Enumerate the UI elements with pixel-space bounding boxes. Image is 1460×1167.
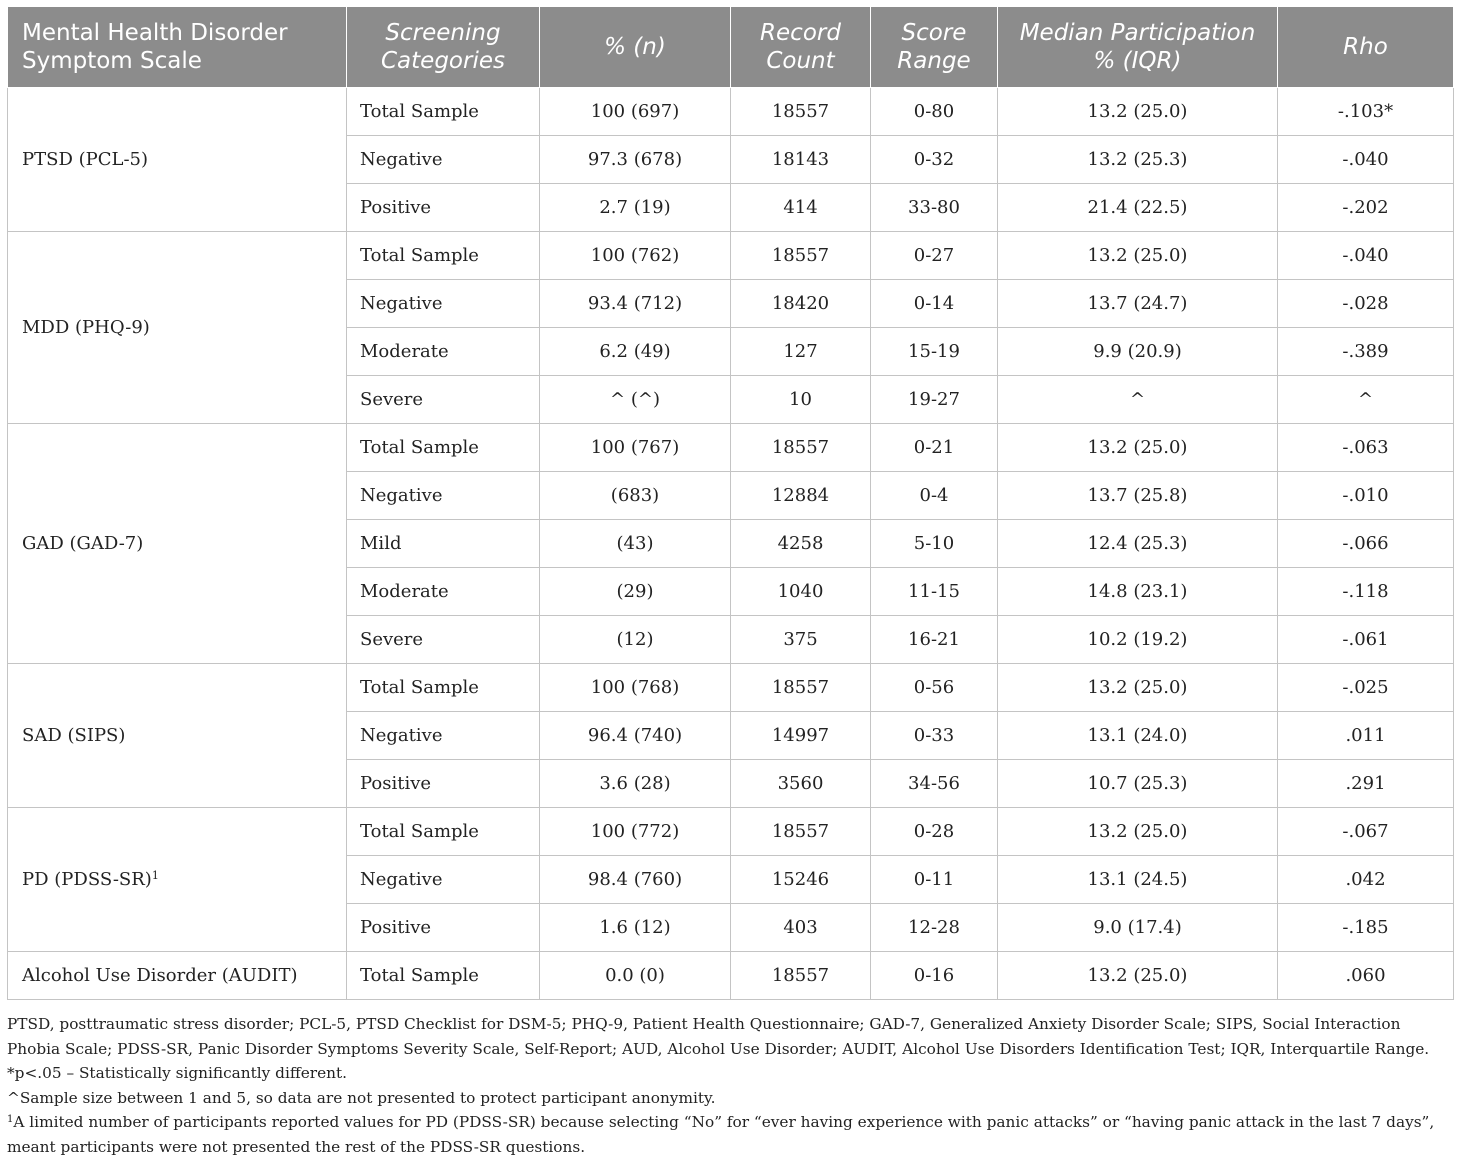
cell-median-participation: 13.2 (25.0) bbox=[998, 664, 1278, 712]
cell-percent-n: 2.7 (19) bbox=[540, 184, 731, 232]
disorder-scale-label: SAD (SIPS) bbox=[22, 725, 126, 746]
cell-median-participation: ^ bbox=[998, 376, 1278, 424]
cell-percent-n: 1.6 (12) bbox=[540, 904, 731, 952]
header-screening-categories: Screening Categories bbox=[347, 7, 540, 88]
cell-screening-category: Negative bbox=[347, 472, 540, 520]
cell-disorder-scale bbox=[8, 232, 347, 424]
cell-rho: -.061 bbox=[1278, 616, 1454, 664]
cell-score-range: 0-16 bbox=[871, 952, 998, 1000]
cell-median-participation: 10.7 (25.3) bbox=[998, 760, 1278, 808]
cell-rho: -.389 bbox=[1278, 328, 1454, 376]
table-body bbox=[8, 88, 1454, 1000]
cell-percent-n: 0.0 (0) bbox=[540, 952, 731, 1000]
cell-percent-n: 6.2 (49) bbox=[540, 328, 731, 376]
cell-rho: -.185 bbox=[1278, 904, 1454, 952]
cell-screening-category: Total Sample bbox=[347, 232, 540, 280]
table-footnotes bbox=[7, 1012, 1453, 1159]
cell-score-range: 0-28 bbox=[871, 808, 998, 856]
cell-screening-category: Positive bbox=[347, 184, 540, 232]
cell-percent-n: 98.4 (760) bbox=[540, 856, 731, 904]
cell-score-range: 34-56 bbox=[871, 760, 998, 808]
disorder-scale-label: PD (PDSS-SR) bbox=[22, 869, 152, 890]
disorder-scale-label: Alcohol Use Disorder (AUDIT) bbox=[22, 965, 298, 986]
cell-rho: ^ bbox=[1278, 376, 1454, 424]
cell-disorder-scale bbox=[8, 952, 347, 1000]
cell-record-count: 4258 bbox=[731, 520, 871, 568]
cell-record-count: 10 bbox=[731, 376, 871, 424]
header-score-range: Score Range bbox=[871, 7, 998, 88]
cell-disorder-scale bbox=[8, 424, 347, 664]
footnote-pd bbox=[7, 1110, 1453, 1159]
cell-rho: -.028 bbox=[1278, 280, 1454, 328]
cell-record-count: 375 bbox=[731, 616, 871, 664]
cell-disorder-scale bbox=[8, 664, 347, 808]
cell-record-count: 1040 bbox=[731, 568, 871, 616]
cell-rho: -.103* bbox=[1278, 88, 1454, 136]
cell-score-range: 0-32 bbox=[871, 136, 998, 184]
cell-rho: -.067 bbox=[1278, 808, 1454, 856]
cell-screening-category: Total Sample bbox=[347, 424, 540, 472]
cell-median-participation: 13.2 (25.0) bbox=[998, 232, 1278, 280]
cell-screening-category: Positive bbox=[347, 760, 540, 808]
header-median-participation: Median Participation % (IQR) bbox=[998, 7, 1278, 88]
cell-score-range: 0-80 bbox=[871, 88, 998, 136]
cell-screening-category: Total Sample bbox=[347, 952, 540, 1000]
table-row bbox=[8, 88, 1454, 136]
cell-rho: .042 bbox=[1278, 856, 1454, 904]
header-rho: Rho bbox=[1278, 7, 1454, 88]
disorder-scale-label: GAD (GAD-7) bbox=[22, 533, 144, 554]
cell-rho: .291 bbox=[1278, 760, 1454, 808]
cell-percent-n: 96.4 (740) bbox=[540, 712, 731, 760]
cell-median-participation: 9.0 (17.4) bbox=[998, 904, 1278, 952]
cell-record-count: 18420 bbox=[731, 280, 871, 328]
cell-record-count: 12884 bbox=[731, 472, 871, 520]
cell-median-participation: 13.2 (25.0) bbox=[998, 88, 1278, 136]
cell-median-participation: 13.1 (24.5) bbox=[998, 856, 1278, 904]
cell-rho: -.063 bbox=[1278, 424, 1454, 472]
cell-record-count: 18143 bbox=[731, 136, 871, 184]
footnote-pd-marker: 1 bbox=[7, 1114, 14, 1125]
cell-median-participation: 9.9 (20.9) bbox=[998, 328, 1278, 376]
cell-screening-category: Severe bbox=[347, 376, 540, 424]
disorder-scale-label: MDD (PHQ-9) bbox=[22, 317, 150, 338]
cell-score-range: 0-11 bbox=[871, 856, 998, 904]
cell-median-participation: 13.2 (25.0) bbox=[998, 424, 1278, 472]
cell-median-participation: 10.2 (19.2) bbox=[998, 616, 1278, 664]
cell-rho: -.040 bbox=[1278, 136, 1454, 184]
table-row bbox=[8, 952, 1454, 1000]
cell-record-count: 3560 bbox=[731, 760, 871, 808]
cell-record-count: 403 bbox=[731, 904, 871, 952]
cell-percent-n: (683) bbox=[540, 472, 731, 520]
cell-record-count: 127 bbox=[731, 328, 871, 376]
header-symptom-scale: Mental Health Disorder Symptom Scale bbox=[8, 7, 347, 88]
cell-screening-category: Moderate bbox=[347, 568, 540, 616]
cell-median-participation: 13.2 (25.3) bbox=[998, 136, 1278, 184]
cell-median-participation: 13.7 (25.8) bbox=[998, 472, 1278, 520]
cell-rho: -.010 bbox=[1278, 472, 1454, 520]
cell-percent-n: (12) bbox=[540, 616, 731, 664]
cell-screening-category: Severe bbox=[347, 616, 540, 664]
cell-screening-category: Mild bbox=[347, 520, 540, 568]
cell-percent-n: (29) bbox=[540, 568, 731, 616]
cell-screening-category: Total Sample bbox=[347, 808, 540, 856]
footnote-significance: *p<.05 – Statistically significantly different. bbox=[7, 1064, 348, 1082]
cell-percent-n: 100 (697) bbox=[540, 88, 731, 136]
cell-score-range: 0-33 bbox=[871, 712, 998, 760]
cell-percent-n: ^ (^) bbox=[540, 376, 731, 424]
cell-rho: -.118 bbox=[1278, 568, 1454, 616]
cell-record-count: 18557 bbox=[731, 808, 871, 856]
cell-record-count: 15246 bbox=[731, 856, 871, 904]
cell-screening-category: Total Sample bbox=[347, 88, 540, 136]
cell-score-range: 16-21 bbox=[871, 616, 998, 664]
footnote-pd-text: A limited number of participants reported values for PD (PDSS-SR) because selecting “No” for “ever having experience with panic attacks” or “having panic attack in the last 7 days”, meant participants were not presented the rest of the PDSS-SR questions. bbox=[7, 1113, 1435, 1156]
cell-percent-n: (43) bbox=[540, 520, 731, 568]
cell-score-range: 0-14 bbox=[871, 280, 998, 328]
cell-record-count: 18557 bbox=[731, 664, 871, 712]
cell-record-count: 18557 bbox=[731, 952, 871, 1000]
cell-median-participation: 13.2 (25.0) bbox=[998, 952, 1278, 1000]
cell-score-range: 0-21 bbox=[871, 424, 998, 472]
cell-rho: -.025 bbox=[1278, 664, 1454, 712]
cell-rho: .060 bbox=[1278, 952, 1454, 1000]
cell-record-count: 414 bbox=[731, 184, 871, 232]
cell-screening-category: Moderate bbox=[347, 328, 540, 376]
cell-rho: -.202 bbox=[1278, 184, 1454, 232]
table-header bbox=[8, 7, 1454, 88]
cell-score-range: 15-19 bbox=[871, 328, 998, 376]
cell-record-count: 14997 bbox=[731, 712, 871, 760]
cell-rho: .011 bbox=[1278, 712, 1454, 760]
cell-rho: -.040 bbox=[1278, 232, 1454, 280]
cell-score-range: 0-27 bbox=[871, 232, 998, 280]
cell-percent-n: 100 (762) bbox=[540, 232, 731, 280]
cell-median-participation: 14.8 (23.1) bbox=[998, 568, 1278, 616]
cell-rho: -.066 bbox=[1278, 520, 1454, 568]
cell-median-participation: 13.7 (24.7) bbox=[998, 280, 1278, 328]
cell-median-participation: 21.4 (22.5) bbox=[998, 184, 1278, 232]
cell-record-count: 18557 bbox=[731, 88, 871, 136]
cell-percent-n: 3.6 (28) bbox=[540, 760, 731, 808]
cell-percent-n: 100 (767) bbox=[540, 424, 731, 472]
header-percent-n: % (n) bbox=[540, 7, 731, 88]
cell-screening-category: Negative bbox=[347, 856, 540, 904]
table-row bbox=[8, 664, 1454, 712]
cell-score-range: 5-10 bbox=[871, 520, 998, 568]
cell-screening-category: Negative bbox=[347, 136, 540, 184]
cell-score-range: 0-4 bbox=[871, 472, 998, 520]
cell-median-participation: 13.1 (24.0) bbox=[998, 712, 1278, 760]
cell-score-range: 33-80 bbox=[871, 184, 998, 232]
cell-screening-category: Positive bbox=[347, 904, 540, 952]
cell-screening-category: Negative bbox=[347, 712, 540, 760]
header-record-count: Record Count bbox=[731, 7, 871, 88]
table-row bbox=[8, 424, 1454, 472]
results-table bbox=[7, 7, 1454, 1000]
table-row bbox=[8, 808, 1454, 856]
table-row bbox=[8, 232, 1454, 280]
cell-percent-n: 100 (768) bbox=[540, 664, 731, 712]
cell-score-range: 11-15 bbox=[871, 568, 998, 616]
cell-disorder-scale bbox=[8, 808, 347, 952]
cell-percent-n: 97.3 (678) bbox=[540, 136, 731, 184]
cell-record-count: 18557 bbox=[731, 232, 871, 280]
cell-screening-category: Negative bbox=[347, 280, 540, 328]
footnote-suppression: ^Sample size between 1 and 5, so data are not presented to protect participant anonymity. bbox=[7, 1088, 716, 1107]
cell-percent-n: 93.4 (712) bbox=[540, 280, 731, 328]
cell-percent-n: 100 (772) bbox=[540, 808, 731, 856]
footnote-marker: 1 bbox=[151, 869, 159, 882]
footnote-abbreviations: PTSD, posttraumatic stress disorder; PCL-5, PTSD Checklist for DSM-5; PHQ-9, Patient Health Questionnaire; GAD-7, Generalized Anxiety Disorder Scale; SIPS, Social Interaction Phobia Scale; PDSS-SR, Panic Disorder Symptoms Severity Scale, Self-Report; AUD, Alcohol Use Disorder; AUDIT, Alcohol Use Disorders Identification Test; IQR, Interquartile Range. bbox=[7, 1015, 1430, 1058]
disorder-scale-label: PTSD (PCL-5) bbox=[22, 149, 149, 170]
cell-score-range: 12-28 bbox=[871, 904, 998, 952]
cell-record-count: 18557 bbox=[731, 424, 871, 472]
cell-disorder-scale bbox=[8, 88, 347, 232]
cell-screening-category: Total Sample bbox=[347, 664, 540, 712]
cell-median-participation: 13.2 (25.0) bbox=[998, 808, 1278, 856]
cell-score-range: 19-27 bbox=[871, 376, 998, 424]
cell-median-participation: 12.4 (25.3) bbox=[998, 520, 1278, 568]
cell-score-range: 0-56 bbox=[871, 664, 998, 712]
